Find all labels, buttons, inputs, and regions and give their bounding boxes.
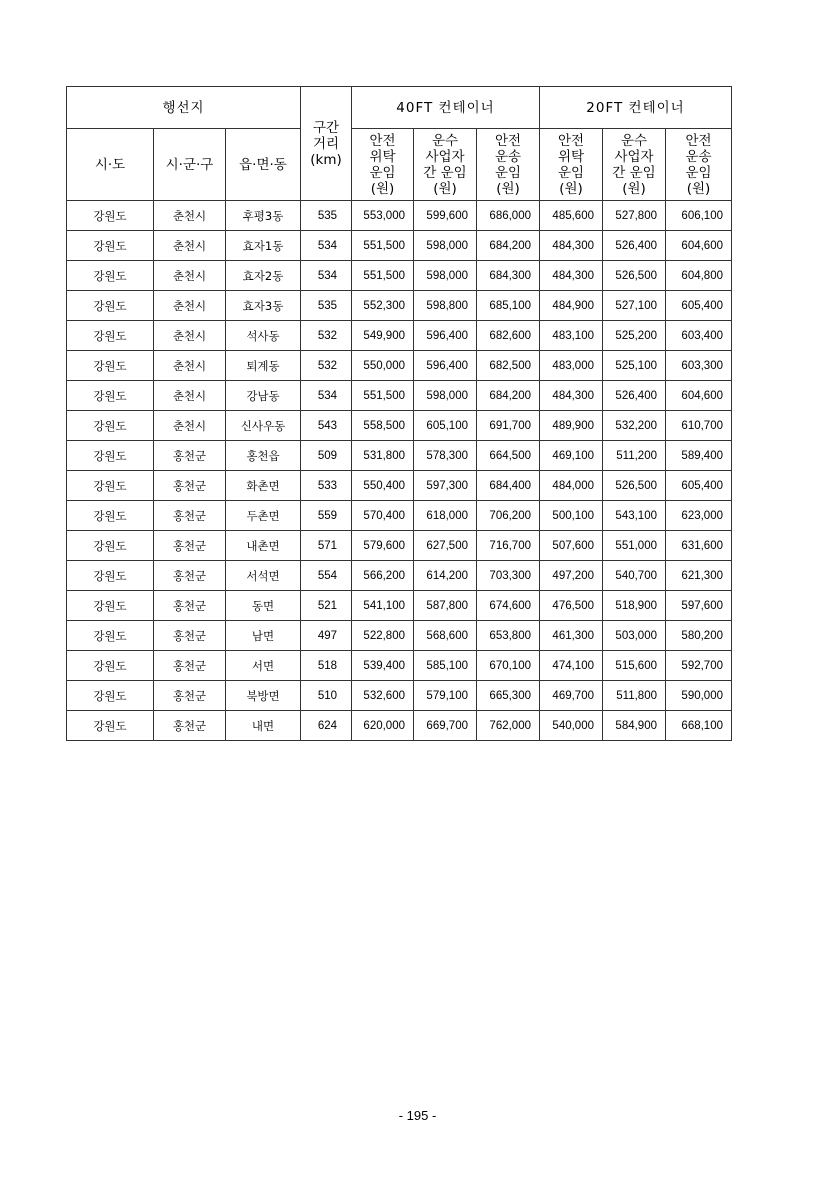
cell-sigungu: 홍천군 <box>154 561 226 591</box>
cell-20ft-carrier-between: 518,900 <box>603 591 666 621</box>
cell-20ft-carrier-between: 526,500 <box>603 261 666 291</box>
cell-sido: 강원도 <box>67 231 154 261</box>
cell-40ft-safe-transport: 706,200 <box>477 501 540 531</box>
header-line: 간 운임 <box>612 164 656 181</box>
header-distance-line: 거리 <box>312 135 340 152</box>
table-row <box>67 351 732 381</box>
cell-eupmyeondong: 동면 <box>226 591 301 621</box>
cell-20ft-safe-transport: 606,100 <box>666 201 732 231</box>
cell-eupmyeondong: 석사동 <box>226 321 301 351</box>
header-line: 사업자 <box>425 148 465 165</box>
header-20ft-carrier-between <box>603 129 666 201</box>
cell-40ft-safe-transport: 664,500 <box>477 441 540 471</box>
cell-sido: 강원도 <box>67 381 154 411</box>
cell-40ft-safe-consign: 531,800 <box>352 441 414 471</box>
cell-20ft-safe-consign: 469,700 <box>540 681 603 711</box>
cell-40ft-carrier-between: 579,100 <box>414 681 477 711</box>
cell-40ft-safe-consign: 549,900 <box>352 321 414 351</box>
header-20ft-safe-consign <box>540 129 603 201</box>
cell-sigungu: 홍천군 <box>154 591 226 621</box>
cell-40ft-carrier-between: 599,600 <box>414 201 477 231</box>
cell-20ft-carrier-between: 511,200 <box>603 441 666 471</box>
header-line: 안전 <box>557 132 585 149</box>
cell-40ft-safe-consign: 566,200 <box>352 561 414 591</box>
header-line: 운수 <box>431 132 459 149</box>
cell-40ft-safe-consign: 551,500 <box>352 261 414 291</box>
header-line: 안전 <box>494 132 522 149</box>
table-row <box>67 231 732 261</box>
cell-sigungu: 홍천군 <box>154 471 226 501</box>
header-eupmyeondong: 읍·면·동 <box>226 129 301 201</box>
cell-40ft-safe-consign: 553,000 <box>352 201 414 231</box>
cell-sido: 강원도 <box>67 411 154 441</box>
cell-20ft-safe-transport: 604,600 <box>666 381 732 411</box>
table-row <box>67 591 732 621</box>
cell-sido: 강원도 <box>67 201 154 231</box>
cell-eupmyeondong: 북방면 <box>226 681 301 711</box>
header-line: 안전 <box>369 132 396 149</box>
cell-distance-km: 624 <box>301 711 352 741</box>
header-line: (원) <box>622 180 646 197</box>
cell-20ft-safe-transport: 603,300 <box>666 351 732 381</box>
cell-40ft-carrier-between: 598,000 <box>414 231 477 261</box>
cell-20ft-safe-transport: 604,600 <box>666 231 732 261</box>
page-number: - 195 - <box>398 1108 437 1123</box>
header-sigungu: 시·군·구 <box>154 129 226 201</box>
cell-40ft-safe-consign: 551,500 <box>352 381 414 411</box>
cell-20ft-safe-consign: 484,900 <box>540 291 603 321</box>
cell-40ft-safe-transport: 691,700 <box>477 411 540 441</box>
header-40ft-carrier-between <box>414 129 477 201</box>
cell-20ft-safe-transport: 589,400 <box>666 441 732 471</box>
cell-20ft-safe-transport: 597,600 <box>666 591 732 621</box>
cell-sigungu: 홍천군 <box>154 651 226 681</box>
cell-40ft-carrier-between: 614,200 <box>414 561 477 591</box>
cell-distance-km: 543 <box>301 411 352 441</box>
cell-sigungu: 춘천시 <box>154 381 226 411</box>
cell-40ft-safe-consign: 551,500 <box>352 231 414 261</box>
cell-distance-km: 534 <box>301 261 352 291</box>
cell-40ft-safe-consign: 558,500 <box>352 411 414 441</box>
cell-40ft-safe-transport: 682,600 <box>477 321 540 351</box>
cell-20ft-carrier-between: 511,800 <box>603 681 666 711</box>
cell-40ft-safe-transport: 686,000 <box>477 201 540 231</box>
cell-sido: 강원도 <box>67 561 154 591</box>
table-row <box>67 621 732 651</box>
cell-40ft-safe-transport: 684,200 <box>477 381 540 411</box>
cell-40ft-safe-transport: 684,300 <box>477 261 540 291</box>
cell-sido: 강원도 <box>67 471 154 501</box>
cell-40ft-safe-consign: 550,400 <box>352 471 414 501</box>
cell-40ft-safe-transport: 684,400 <box>477 471 540 501</box>
cell-40ft-carrier-between: 587,800 <box>414 591 477 621</box>
cell-distance-km: 532 <box>301 321 352 351</box>
cell-20ft-safe-transport: 603,400 <box>666 321 732 351</box>
cell-sigungu: 춘천시 <box>154 201 226 231</box>
cell-sigungu: 홍천군 <box>154 531 226 561</box>
cell-40ft-carrier-between: 568,600 <box>414 621 477 651</box>
table-row <box>67 561 732 591</box>
cell-distance-km: 533 <box>301 471 352 501</box>
cell-sido: 강원도 <box>67 291 154 321</box>
cell-sido: 강원도 <box>67 621 154 651</box>
cell-distance-km: 510 <box>301 681 352 711</box>
cell-sido: 강원도 <box>67 711 154 741</box>
header-line: 운송 <box>494 148 522 165</box>
cell-20ft-safe-consign: 507,600 <box>540 531 603 561</box>
cell-40ft-carrier-between: 598,800 <box>414 291 477 321</box>
header-40ft-safe-transport <box>477 129 540 201</box>
cell-20ft-safe-transport: 623,000 <box>666 501 732 531</box>
cell-20ft-safe-transport: 605,400 <box>666 291 732 321</box>
cell-20ft-safe-transport: 590,000 <box>666 681 732 711</box>
cell-distance-km: 559 <box>301 501 352 531</box>
header-sido: 시·도 <box>67 129 154 201</box>
cell-40ft-safe-transport: 665,300 <box>477 681 540 711</box>
cell-20ft-safe-consign: 497,200 <box>540 561 603 591</box>
cell-20ft-carrier-between: 584,900 <box>603 711 666 741</box>
cell-distance-km: 518 <box>301 651 352 681</box>
table-row <box>67 711 732 741</box>
cell-40ft-safe-transport: 674,600 <box>477 591 540 621</box>
cell-eupmyeondong: 효자2동 <box>226 261 301 291</box>
cell-40ft-carrier-between: 597,300 <box>414 471 477 501</box>
cell-40ft-carrier-between: 618,000 <box>414 501 477 531</box>
header-line: 사업자 <box>614 148 654 165</box>
cell-40ft-carrier-between: 605,100 <box>414 411 477 441</box>
cell-eupmyeondong: 효자3동 <box>226 291 301 321</box>
cell-20ft-safe-consign: 461,300 <box>540 621 603 651</box>
cell-sigungu: 홍천군 <box>154 441 226 471</box>
cell-distance-km: 535 <box>301 291 352 321</box>
cell-eupmyeondong: 내면 <box>226 711 301 741</box>
cell-sigungu: 홍천군 <box>154 501 226 531</box>
cell-eupmyeondong: 화촌면 <box>226 471 301 501</box>
cell-eupmyeondong: 남면 <box>226 621 301 651</box>
table-row <box>67 261 732 291</box>
cell-20ft-safe-transport: 592,700 <box>666 651 732 681</box>
cell-eupmyeondong: 후평3동 <box>226 201 301 231</box>
cell-eupmyeondong: 홍천읍 <box>226 441 301 471</box>
cell-40ft-carrier-between: 596,400 <box>414 351 477 381</box>
header-line: 운수 <box>620 132 648 149</box>
cell-20ft-safe-consign: 474,100 <box>540 651 603 681</box>
cell-20ft-carrier-between: 526,400 <box>603 381 666 411</box>
header-line: 간 운임 <box>423 164 467 181</box>
header-destination: 행선지 <box>67 87 301 129</box>
cell-20ft-carrier-between: 526,400 <box>603 231 666 261</box>
cell-sigungu: 춘천시 <box>154 411 226 441</box>
cell-sido: 강원도 <box>67 501 154 531</box>
table-row <box>67 471 732 501</box>
cell-20ft-safe-consign: 489,900 <box>540 411 603 441</box>
table-row <box>67 501 732 531</box>
cell-20ft-safe-transport: 580,200 <box>666 621 732 651</box>
cell-20ft-carrier-between: 526,500 <box>603 471 666 501</box>
header-distance-line: (km) <box>310 151 342 168</box>
header-line: 운임 <box>685 164 712 181</box>
table-row <box>67 201 732 231</box>
cell-sido: 강원도 <box>67 651 154 681</box>
cell-20ft-safe-consign: 485,600 <box>540 201 603 231</box>
cell-sido: 강원도 <box>67 321 154 351</box>
cell-distance-km: 521 <box>301 591 352 621</box>
cell-40ft-safe-consign: 541,100 <box>352 591 414 621</box>
table-header <box>67 87 732 201</box>
cell-distance-km: 534 <box>301 231 352 261</box>
cell-40ft-safe-transport: 762,000 <box>477 711 540 741</box>
cell-sigungu: 춘천시 <box>154 261 226 291</box>
cell-20ft-carrier-between: 540,700 <box>603 561 666 591</box>
header-line: 위탁 <box>369 148 396 165</box>
cell-20ft-safe-consign: 483,100 <box>540 321 603 351</box>
table-row <box>67 651 732 681</box>
cell-distance-km: 497 <box>301 621 352 651</box>
cell-sido: 강원도 <box>67 591 154 621</box>
header-line: (원) <box>686 180 711 197</box>
cell-20ft-carrier-between: 525,100 <box>603 351 666 381</box>
table-body <box>67 201 732 741</box>
cell-40ft-safe-transport: 684,200 <box>477 231 540 261</box>
cell-40ft-carrier-between: 627,500 <box>414 531 477 561</box>
cell-eupmyeondong: 효자1동 <box>226 231 301 261</box>
cell-20ft-safe-transport: 631,600 <box>666 531 732 561</box>
cell-20ft-safe-transport: 621,300 <box>666 561 732 591</box>
table-row <box>67 531 732 561</box>
cell-20ft-safe-consign: 540,000 <box>540 711 603 741</box>
cell-40ft-safe-consign: 539,400 <box>352 651 414 681</box>
cell-40ft-carrier-between: 669,700 <box>414 711 477 741</box>
table-row <box>67 681 732 711</box>
cell-distance-km: 571 <box>301 531 352 561</box>
cell-20ft-safe-consign: 484,300 <box>540 231 603 261</box>
cell-40ft-carrier-between: 598,000 <box>414 261 477 291</box>
cell-40ft-carrier-between: 596,400 <box>414 321 477 351</box>
cell-sigungu: 춘천시 <box>154 351 226 381</box>
table-row <box>67 291 732 321</box>
cell-eupmyeondong: 두촌면 <box>226 501 301 531</box>
header-line: 안전 <box>685 132 712 149</box>
cell-20ft-carrier-between: 527,800 <box>603 201 666 231</box>
cell-20ft-safe-consign: 484,300 <box>540 381 603 411</box>
table-row <box>67 411 732 441</box>
cell-eupmyeondong: 퇴계동 <box>226 351 301 381</box>
cell-20ft-safe-transport: 604,800 <box>666 261 732 291</box>
header-20ft-safe-transport <box>666 129 732 201</box>
header-distance <box>301 87 352 201</box>
cell-sido: 강원도 <box>67 261 154 291</box>
cell-20ft-carrier-between: 551,000 <box>603 531 666 561</box>
cell-20ft-safe-consign: 483,000 <box>540 351 603 381</box>
cell-40ft-safe-transport: 653,800 <box>477 621 540 651</box>
cell-sigungu: 춘천시 <box>154 231 226 261</box>
cell-40ft-safe-transport: 685,100 <box>477 291 540 321</box>
cell-distance-km: 554 <box>301 561 352 591</box>
cell-40ft-safe-consign: 522,800 <box>352 621 414 651</box>
cell-40ft-carrier-between: 598,000 <box>414 381 477 411</box>
header-line: 운임 <box>557 164 585 181</box>
cell-20ft-safe-consign: 484,300 <box>540 261 603 291</box>
cell-distance-km: 509 <box>301 441 352 471</box>
header-line: (원) <box>433 180 457 197</box>
header-line: 운임 <box>369 164 396 181</box>
cell-sido: 강원도 <box>67 351 154 381</box>
header-20ft-group: 20FT 컨테이너 <box>540 87 732 129</box>
cell-eupmyeondong: 신사우동 <box>226 411 301 441</box>
header-distance-line: 구간 <box>312 119 340 136</box>
cell-40ft-safe-transport: 703,300 <box>477 561 540 591</box>
cell-40ft-safe-consign: 579,600 <box>352 531 414 561</box>
cell-40ft-safe-consign: 552,300 <box>352 291 414 321</box>
cell-40ft-safe-consign: 620,000 <box>352 711 414 741</box>
header-line: 운송 <box>685 148 712 165</box>
container-rate-table <box>66 86 732 741</box>
cell-distance-km: 535 <box>301 201 352 231</box>
cell-20ft-carrier-between: 515,600 <box>603 651 666 681</box>
cell-distance-km: 532 <box>301 351 352 381</box>
cell-sigungu: 홍천군 <box>154 711 226 741</box>
header-line: (원) <box>370 180 395 197</box>
header-40ft-group: 40FT 컨테이너 <box>352 87 540 129</box>
header-line: 위탁 <box>557 148 585 165</box>
cell-20ft-safe-consign: 500,100 <box>540 501 603 531</box>
cell-20ft-carrier-between: 543,100 <box>603 501 666 531</box>
cell-eupmyeondong: 서면 <box>226 651 301 681</box>
cell-20ft-safe-consign: 484,000 <box>540 471 603 501</box>
cell-sigungu: 춘천시 <box>154 321 226 351</box>
cell-20ft-safe-transport: 610,700 <box>666 411 732 441</box>
cell-20ft-safe-consign: 476,500 <box>540 591 603 621</box>
cell-sido: 강원도 <box>67 531 154 561</box>
cell-40ft-safe-transport: 670,100 <box>477 651 540 681</box>
cell-eupmyeondong: 내촌면 <box>226 531 301 561</box>
cell-sigungu: 홍천군 <box>154 621 226 651</box>
cell-eupmyeondong: 강남동 <box>226 381 301 411</box>
header-line: 운임 <box>494 164 522 181</box>
cell-20ft-safe-transport: 605,400 <box>666 471 732 501</box>
cell-20ft-carrier-between: 532,200 <box>603 411 666 441</box>
header-line: (원) <box>559 180 583 197</box>
cell-40ft-safe-consign: 550,000 <box>352 351 414 381</box>
cell-40ft-safe-consign: 570,400 <box>352 501 414 531</box>
cell-sigungu: 춘천시 <box>154 291 226 321</box>
cell-sido: 강원도 <box>67 441 154 471</box>
cell-40ft-carrier-between: 578,300 <box>414 441 477 471</box>
cell-40ft-safe-transport: 716,700 <box>477 531 540 561</box>
table-row <box>67 441 732 471</box>
cell-distance-km: 534 <box>301 381 352 411</box>
cell-sigungu: 홍천군 <box>154 681 226 711</box>
cell-20ft-safe-consign: 469,100 <box>540 441 603 471</box>
cell-eupmyeondong: 서석면 <box>226 561 301 591</box>
cell-40ft-carrier-between: 585,100 <box>414 651 477 681</box>
header-line: (원) <box>496 180 520 197</box>
table-row <box>67 321 732 351</box>
table-row <box>67 381 732 411</box>
cell-40ft-safe-transport: 682,500 <box>477 351 540 381</box>
header-40ft-safe-consign <box>352 129 414 201</box>
cell-sido: 강원도 <box>67 681 154 711</box>
cell-20ft-safe-transport: 668,100 <box>666 711 732 741</box>
cell-20ft-carrier-between: 527,100 <box>603 291 666 321</box>
cell-40ft-safe-consign: 532,600 <box>352 681 414 711</box>
cell-20ft-carrier-between: 525,200 <box>603 321 666 351</box>
cell-20ft-carrier-between: 503,000 <box>603 621 666 651</box>
